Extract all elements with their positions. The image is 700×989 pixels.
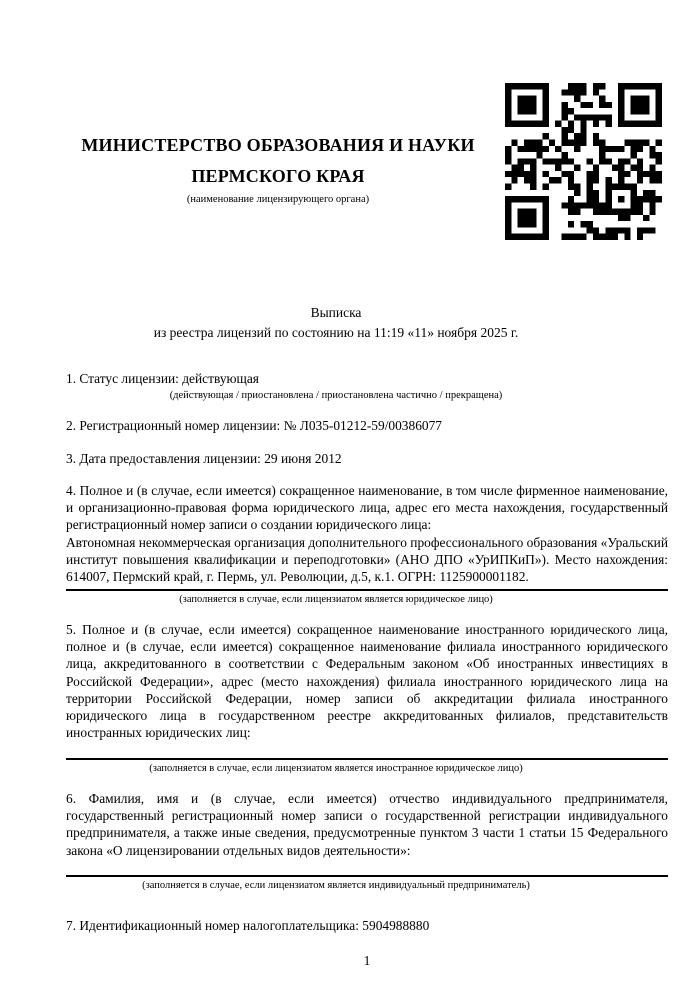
fill-in-line xyxy=(66,875,668,877)
authority-caption: (наименование лицензирующего органа) xyxy=(186,194,370,205)
item-text: 5. Полное и (в случае, если имеется) сокращенное наименование иностранного юридического лица, полное и (в случае, если имеется) сокращенное наименование филиала иностранного юридического лица, аккредитованного в соответствии с Федеральным законом «Об иностранных инвестициях в Российской Федерации», адрес (место нахождения) филиала иностранного юридического лица на территории Российской Федерации, номер записи об аккредитации филиала иностранного юридического лица в государственном реестре аккредитованных филиалов, представительств иностранных юридических лиц: xyxy=(66,621,668,741)
empty-value-space xyxy=(66,859,668,872)
item-text: 3. Дата предоставления лицензии: 29 июня 2012 xyxy=(66,450,342,466)
license-item-individual-entrepreneur xyxy=(66,790,668,892)
document-title: Выписка xyxy=(310,305,362,320)
license-item-status xyxy=(66,370,668,402)
page-number: 1 xyxy=(363,953,371,969)
fill-in-line xyxy=(66,758,668,760)
authority-name-line1: МИНИСТЕРСТВО ОБРАЗОВАНИЯ И НАУКИ xyxy=(81,135,475,155)
item-text: 7. Идентификационный номер налогоплательщика: 5904988880 xyxy=(66,917,430,933)
item-text: Автономная некоммерческая организация дополнительного профессионального образования «Уральский институт повышения квалификации и переподготовки» (АНО ДПО «УрИПКиП»). Место нахождения: 614007, Пермский край, г. Пермь, ул. Революции, д.5, к.1. ОГРН: 1125900001182. xyxy=(66,534,668,585)
empty-value-space xyxy=(66,742,668,755)
item-text: 2. Регистрационный номер лицензии: № Л035-01212-59/00386077 xyxy=(66,418,442,434)
authority-name-line2: ПЕРМСКОГО КРАЯ xyxy=(191,166,365,186)
items xyxy=(66,370,668,934)
item-caption: (заполняется в случае, если лицензиатом является юридическое лицо) xyxy=(179,593,493,605)
item-caption: (заполняется в случае, если лицензиатом является индивидуальный предприниматель) xyxy=(142,879,530,891)
license-item-grant-date xyxy=(66,450,668,467)
issuing-authority-header xyxy=(66,130,490,206)
license-item-legal-entity xyxy=(66,482,668,606)
document-subtitle: из реестра лицензий по состоянию на 11:19 «11» ноября 2025 г. xyxy=(153,325,519,340)
item-text: 1. Статус лицензии: действующая xyxy=(66,371,259,386)
item-text: 6. Фамилия, имя и (в случае, если имеется) отчество индивидуального предпринимателя, государственный регистрационный номер записи о государственной регистрации индивидуального предпринимателя, а также иные сведения, предусмотренные пунктом 3 части 1 статьи 15 Федерального закона «О лицензировании отдельных видов деятельности»: xyxy=(66,790,668,858)
item-caption: (действующая / приостановлена / приостановлена частично / прекращена) xyxy=(169,390,503,402)
license-item-reg-number xyxy=(66,417,668,434)
document-content xyxy=(0,130,700,969)
item-text: 4. Полное и (в случае, если имеется) сокращенное наименование, в том числе фирменное наименование, и организационно-правовая форма юридического лица, адрес его места нахождения, государственный регистрационный номер записи о создании юридического лица: xyxy=(66,482,668,533)
item-caption: (заполняется в случае, если лицензиатом является иностранное юридическое лицо) xyxy=(149,762,523,774)
qr-code-icon xyxy=(505,83,662,240)
fill-in-line xyxy=(66,589,668,591)
license-item-foreign-entity xyxy=(66,621,668,775)
qr-code-canvas xyxy=(505,83,662,240)
license-item-inn xyxy=(66,917,668,934)
